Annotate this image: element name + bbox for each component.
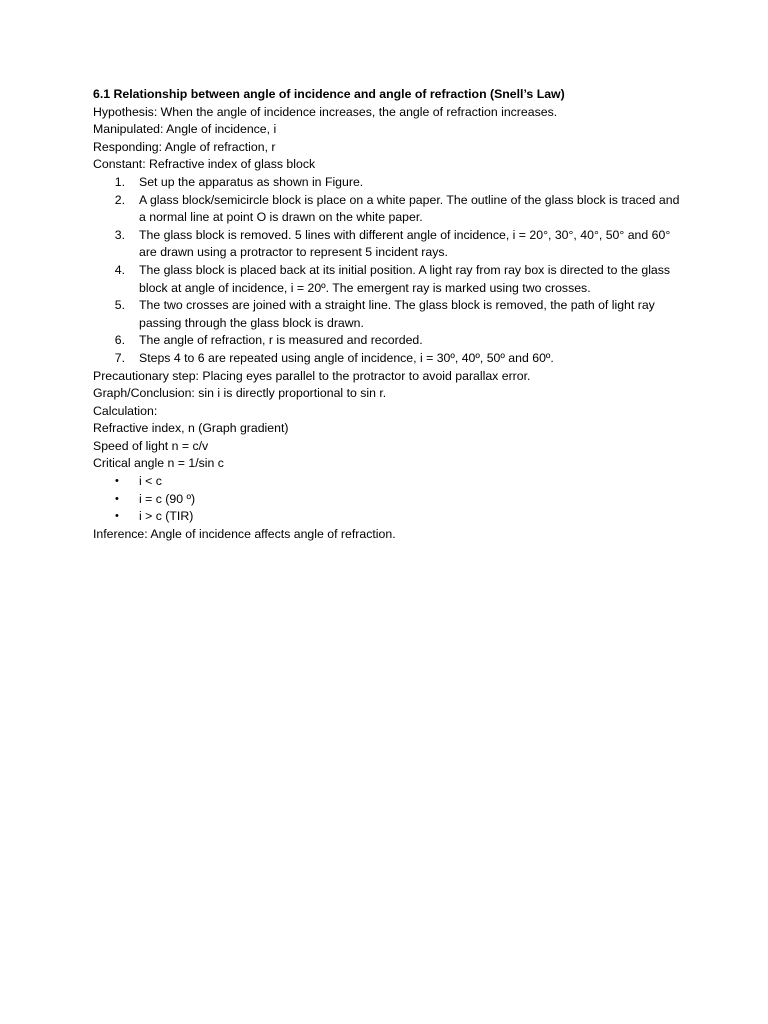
list-item-text: i = c (90 º) <box>139 491 196 506</box>
step-text: The glass block is removed. 5 lines with different angle of incidence, i = 20°, 30°, 40°, 50° and 60° are drawn using a protractor to represent 5 incident rays. <box>139 227 671 260</box>
procedure-step <box>93 192 683 227</box>
step-number: 7. <box>114 350 125 365</box>
responding-line: Responding: Angle of refraction, r <box>93 139 276 154</box>
precautionary-line: Precautionary step: Placing eyes parallel to the protractor to avoid parallax error. <box>93 368 531 383</box>
bullet-icon: • <box>115 510 119 523</box>
step-number: 3. <box>114 227 125 242</box>
step-text: The angle of refraction, r is measured and recorded. <box>139 333 423 348</box>
constant-line: Constant: Refractive index of glass block <box>93 157 316 172</box>
step-text: The two crosses are joined with a straight line. The glass block is removed, the path of light ray passing through the glass block is drawn. <box>139 298 655 330</box>
step-number: 4. <box>114 262 125 277</box>
step-number: 5. <box>114 298 125 313</box>
step-number: 6. <box>114 333 125 348</box>
list-item <box>93 491 683 509</box>
critical-angle-cases-list <box>93 473 683 526</box>
document-title: 6.1 Relationship between angle of incidence and angle of refraction (Snell’s Law) <box>93 87 565 101</box>
refractive-index-line: Refractive index, n (Graph gradient) <box>93 421 289 436</box>
procedure-step <box>93 174 683 192</box>
step-text: The glass block is placed back at its initial position. A light ray from ray box is directed to the glass block at angle of incidence, i = 20º. The emergent ray is marked using two crosses. <box>139 262 671 295</box>
graph-conclusion-line: Graph/Conclusion: sin i is directly proportional to sin r. <box>93 386 387 401</box>
procedure-step <box>93 332 683 350</box>
step-text: Set up the apparatus as shown in Figure. <box>139 174 364 189</box>
procedure-steps-list <box>93 174 683 368</box>
manipulated-line: Manipulated: Angle of incidence, i <box>93 122 277 137</box>
calculation-heading: Calculation: <box>93 403 158 418</box>
hypothesis-line: Hypothesis: When the angle of incidence increases, the angle of refraction increases. <box>93 104 558 119</box>
list-item-text: i < c <box>139 474 162 489</box>
step-number: 1. <box>114 174 125 189</box>
inference-line: Inference: Angle of incidence affects angle of refraction. <box>93 526 396 541</box>
procedure-step <box>93 297 683 332</box>
procedure-step <box>93 350 683 368</box>
document-page <box>93 86 683 543</box>
list-item <box>93 473 683 491</box>
list-item-text: i > c (TIR) <box>139 509 194 524</box>
step-number: 2. <box>114 192 125 207</box>
speed-of-light-line: Speed of light n = c/v <box>93 438 209 453</box>
step-text: A glass block/semicircle block is place on a white paper. The outline of the glass block is traced and a normal line at point O is drawn on the white paper. <box>139 192 680 225</box>
list-item <box>93 508 683 526</box>
critical-angle-line: Critical angle n = 1/sin c <box>93 456 224 471</box>
bullet-icon: • <box>115 492 119 505</box>
procedure-step <box>93 227 683 262</box>
procedure-step <box>93 262 683 297</box>
bullet-icon: • <box>115 475 119 488</box>
step-text: Steps 4 to 6 are repeated using angle of incidence, i = 30º, 40º, 50º and 60º. <box>139 350 554 365</box>
